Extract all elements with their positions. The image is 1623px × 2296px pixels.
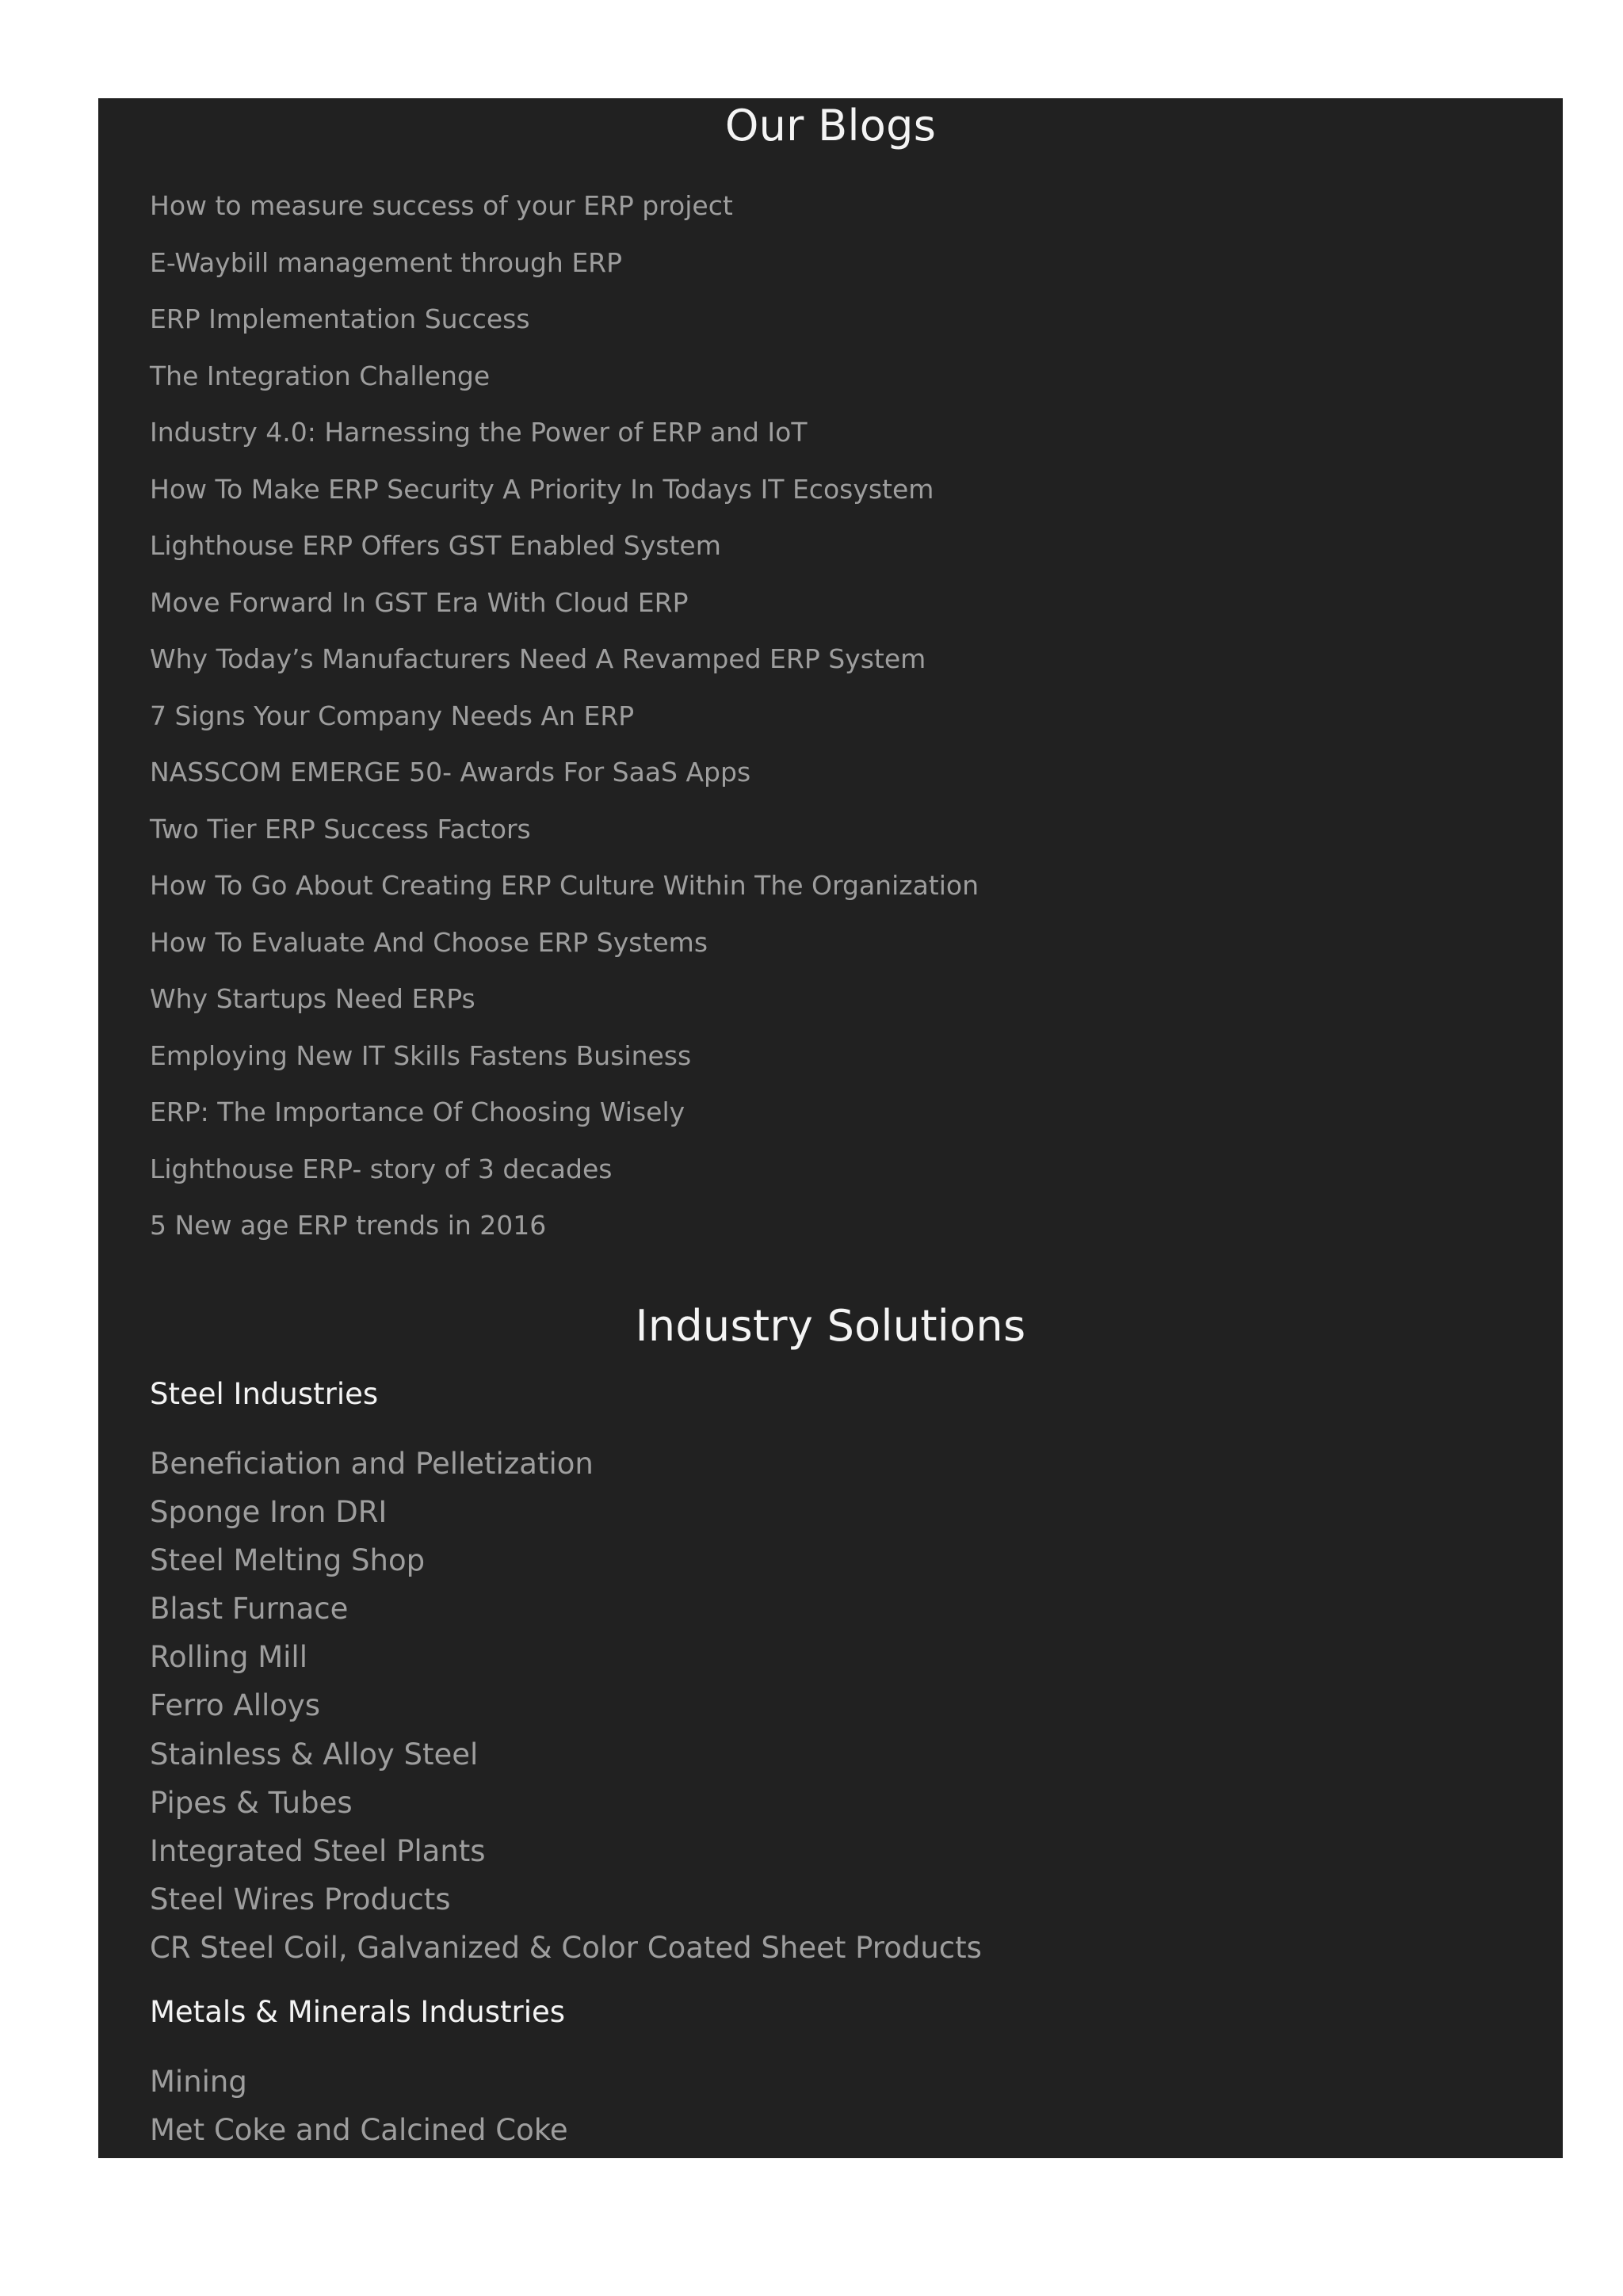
blog-link[interactable]: E-Waybill management through ERP [150, 246, 623, 278]
blog-link[interactable]: How To Go About Creating ERP Culture Within The Organization [150, 870, 980, 901]
blog-link[interactable]: Lighthouse ERP Offers GST Enabled System [150, 530, 721, 561]
blogs-title: Our Blogs [724, 101, 937, 151]
solution-link[interactable]: Steel Wires Products [150, 1882, 451, 1917]
blog-link[interactable]: Lighthouse ERP- story of 3 decades [150, 1153, 613, 1184]
blog-link[interactable]: How To Make ERP Security A Priority In Todays IT Ecosystem [150, 473, 934, 505]
solution-link[interactable]: Stainless & Alloy Steel [150, 1737, 479, 1772]
blog-link[interactable]: Employing New IT Skills Fastens Business [150, 1039, 692, 1071]
blog-list [150, 177, 979, 1254]
solution-link[interactable]: Ferro Alloys [150, 1688, 321, 1723]
solution-link[interactable]: Blast Furnace [150, 1592, 349, 1627]
industry-solutions-title: Industry Solutions [635, 1301, 1026, 1351]
solution-link[interactable]: Mining [150, 2065, 247, 2099]
solution-link[interactable]: Integrated Steel Plants [150, 1833, 486, 1868]
blog-link[interactable]: Move Forward In GST Era With Cloud ERP [150, 586, 689, 618]
solution-link[interactable]: Met Coke and Calcined Coke [150, 2113, 568, 2148]
metals-solutions-list [150, 2058, 568, 2154]
steel-solutions-list [150, 1440, 982, 1972]
solution-link[interactable]: Pipes & Tubes [150, 1785, 353, 1820]
steel-industries-heading: Steel Industries [150, 1377, 379, 1411]
blog-link[interactable]: Industry 4.0: Harnessing the Power of ERP and IoT [150, 417, 808, 448]
metals-minerals-heading: Metals & Minerals Industries [150, 1995, 566, 2029]
solution-link[interactable]: Steel Melting Shop [150, 1543, 426, 1578]
blog-link[interactable]: NASSCOM EMERGE 50- Awards For SaaS Apps [150, 757, 751, 788]
blog-link[interactable]: The Integration Challenge [150, 360, 491, 391]
blog-link[interactable]: Why Startups Need ERPs [150, 983, 475, 1014]
solution-link[interactable]: Rolling Mill [150, 1640, 307, 1675]
blog-link[interactable]: 7 Signs Your Company Needs An ERP [150, 700, 635, 731]
blog-link[interactable]: Two Tier ERP Success Factors [150, 813, 531, 845]
blog-link[interactable]: Why Today’s Manufacturers Need A Revamped ERP System [150, 643, 926, 674]
solution-link[interactable]: Sponge Iron DRI [150, 1495, 388, 1530]
blog-link[interactable]: How to measure success of your ERP project [150, 190, 733, 221]
solution-link[interactable]: CR Steel Coil, Galvanized & Color Coated Sheet Products [150, 1930, 982, 1965]
solution-link[interactable]: Beneficiation and Pelletization [150, 1447, 594, 1481]
blog-link[interactable]: 5 New age ERP trends in 2016 [150, 1210, 547, 1241]
footer-panel [98, 98, 1563, 2158]
blog-link[interactable]: ERP: The Importance Of Choosing Wisely [150, 1097, 685, 1127]
blog-link[interactable]: How To Evaluate And Choose ERP Systems [150, 926, 708, 958]
blog-link[interactable]: ERP Implementation Success [150, 303, 530, 334]
